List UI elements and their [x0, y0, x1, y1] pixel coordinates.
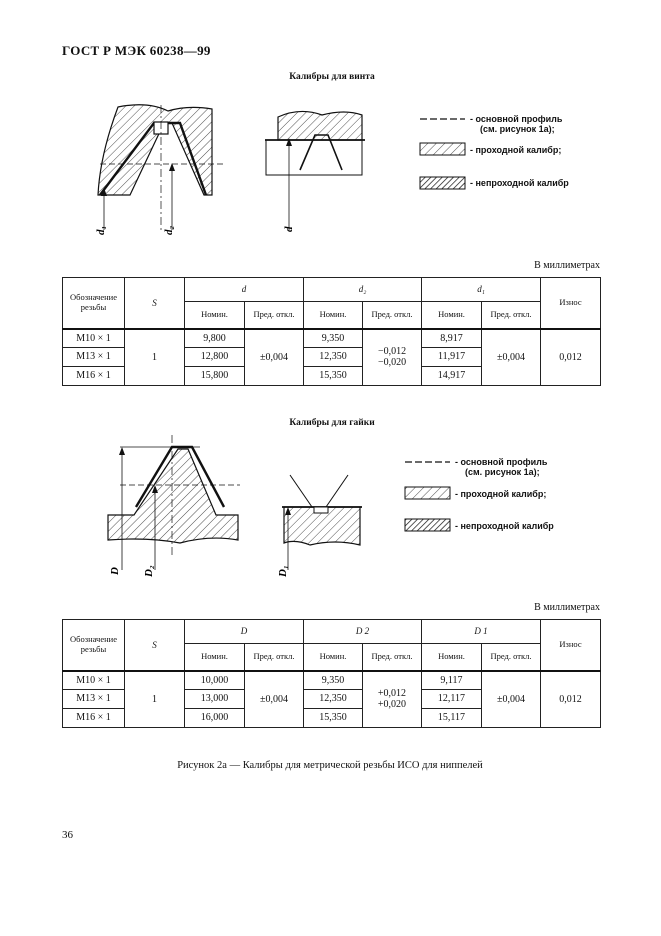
figure-caption: Рисунок 2а — Калибры для метрической резьбы ИСО для ниппелей [177, 760, 483, 771]
nut-section-title: Калибры для гайки [289, 418, 375, 428]
document-header: ГОСТ Р МЭК 60238—99 [62, 43, 211, 58]
screw-legend-3: - непроходной калибр [470, 178, 569, 188]
nut-units: В миллиметрах [534, 602, 600, 613]
table-cell: 9,350 [304, 671, 363, 690]
nut-legend-1b: (см. рисунок 1а); [465, 467, 540, 477]
label-d2: d₂ [163, 225, 175, 235]
screw-legend-1b: (см. рисунок 1а); [480, 124, 555, 134]
th-group1: d [185, 278, 304, 302]
table-cell: 11,917 [422, 348, 482, 367]
nut-table [62, 619, 601, 728]
label-D1: D₁ [277, 565, 289, 577]
table-cell: M13 × 1 [63, 348, 125, 367]
nut-legend-2: - проходной калибр; [455, 489, 547, 499]
th-thread: Обозначение резьбы [63, 278, 125, 329]
th-dev: Пред. откл. [363, 302, 422, 329]
table-cell: 9,800 [185, 329, 245, 348]
table-cell: 15,800 [185, 367, 245, 386]
th-nom: Номин. [304, 644, 363, 671]
label-D: D [109, 567, 121, 575]
g3-dev: ±0,004 [482, 671, 541, 728]
table-row [63, 329, 601, 348]
g1-dev: ±0,004 [245, 671, 304, 728]
s-value: 1 [125, 329, 185, 386]
wear-value: 0,012 [541, 671, 601, 728]
table-cell: 12,350 [304, 348, 363, 367]
th-nom: Номин. [185, 644, 245, 671]
th-s: S [125, 278, 185, 329]
g3-dev: ±0,004 [482, 329, 541, 386]
table-cell: 16,000 [185, 709, 245, 728]
th-dev: Пред. откл. [482, 644, 541, 671]
label-d: d [283, 226, 295, 232]
screw-table [62, 277, 601, 386]
label-d1: d₁ [95, 225, 107, 235]
th-group1: D [185, 620, 304, 644]
th-dev: Пред. откл. [245, 302, 304, 329]
table-cell: 15,350 [304, 367, 363, 386]
table-cell: 13,000 [185, 690, 245, 709]
table-cell: 12,117 [422, 690, 482, 709]
table-cell: 15,117 [422, 709, 482, 728]
nut-legend-3: - непроходной калибр [455, 521, 554, 531]
table-cell: 12,800 [185, 348, 245, 367]
th-thread: Обозначение резьбы [63, 620, 125, 671]
th-s: S [125, 620, 185, 671]
th-group2: D 2 [304, 620, 422, 644]
table-cell: 9,350 [304, 329, 363, 348]
table-cell: M13 × 1 [63, 690, 125, 709]
th-wear: Износ [541, 620, 601, 671]
s-value: 1 [125, 671, 185, 728]
table-cell: M16 × 1 [63, 367, 125, 386]
th-nom: Номин. [422, 302, 482, 329]
th-group2: d₂ [304, 278, 422, 302]
table-cell: 12,350 [304, 690, 363, 709]
th-nom: Номин. [422, 644, 482, 671]
table-cell: M10 × 1 [63, 329, 125, 348]
th-group3: D 1 [422, 620, 541, 644]
th-dev: Пред. откл. [482, 302, 541, 329]
label-D2: D₂ [143, 565, 155, 577]
table-cell: 10,000 [185, 671, 245, 690]
screw-left-body [98, 105, 212, 195]
screw-section-title: Калибры для винта [289, 72, 375, 82]
g2-dev: +0,012 +0,020 [363, 671, 422, 728]
th-dev: Пред. откл. [363, 644, 422, 671]
screw-units: В миллиметрах [534, 260, 600, 271]
th-wear: Износ [541, 278, 601, 329]
table-cell: 14,917 [422, 367, 482, 386]
page-number: 36 [62, 829, 73, 841]
table-cell: 9,117 [422, 671, 482, 690]
table-cell: M10 × 1 [63, 671, 125, 690]
table-row [63, 671, 601, 690]
g2-dev: −0,012 −0,020 [363, 329, 422, 386]
th-dev: Пред. откл. [245, 644, 304, 671]
g1-dev: ±0,004 [245, 329, 304, 386]
table-cell: 15,350 [304, 709, 363, 728]
wear-value: 0,012 [541, 329, 601, 386]
table-cell: M16 × 1 [63, 709, 125, 728]
screw-legend-2: - проходной калибр; [470, 145, 562, 155]
th-nom: Номин. [304, 302, 363, 329]
table-cell: 8,917 [422, 329, 482, 348]
screw-right-base [266, 140, 362, 175]
screw-legend-1a: - основной профиль [470, 114, 563, 124]
nut-legend-1a: - основной профиль [455, 457, 548, 467]
th-nom: Номин. [185, 302, 245, 329]
th-group3: d₁ [422, 278, 541, 302]
